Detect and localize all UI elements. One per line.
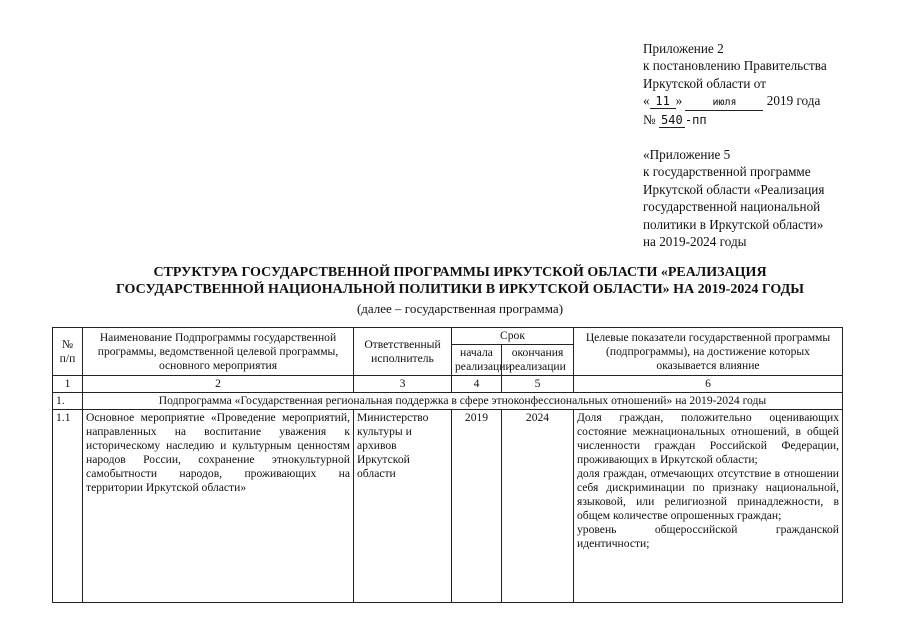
header-indicators: Целевые показатели государственной программы (подпрограммы), на достижение которых оказывается влияние <box>574 328 843 376</box>
header-num: № п/п <box>53 328 83 376</box>
row-executor: Министерство культуры и архивов Иркутской области <box>354 410 452 603</box>
row-end: 2024 <box>502 410 574 603</box>
document-subtitle: (далее – государственная программа) <box>356 301 564 316</box>
day-field: 11 <box>650 94 676 109</box>
appendix-date-line <box>643 92 827 111</box>
number-field: 540 <box>659 113 685 128</box>
appendix5-line: политики в Иркутской области» <box>643 216 824 232</box>
appendix-line: Иркутской области от <box>643 75 766 91</box>
appendix5-line: Иркутской области «Реализация <box>643 181 825 197</box>
header-term: Срок <box>452 328 574 345</box>
row-start: 2019 <box>452 410 502 603</box>
column-number: 3 <box>354 376 452 393</box>
indicator-item: Доля граждан, положительно оценивающих состояние межнациональных отношений, в общей численности граждан Российской Федерации, проживающих в Иркутской области; <box>577 411 839 466</box>
close-quote: » <box>675 93 683 109</box>
number-sign: № <box>643 112 656 128</box>
month-field: июля <box>685 96 763 111</box>
column-number: 5 <box>502 376 574 393</box>
column-number: 6 <box>574 376 843 393</box>
column-number: 2 <box>83 376 354 393</box>
open-quote: « <box>643 93 650 109</box>
appendix-line: Приложение 2 <box>643 41 724 56</box>
number-suffix: -пп <box>684 113 707 128</box>
column-number: 1 <box>53 376 83 393</box>
indicator-item: доля граждан, отмечающих отсутствие в отношении себя дискриминации по признаку национальной, языковой, или религиозной принадлежности, в общем количестве опрошенных граждан; <box>577 467 839 522</box>
appendix5-line: «Приложение 5 <box>643 147 731 162</box>
section-row <box>53 393 843 410</box>
section-num: 1. <box>53 393 83 410</box>
appendix5-line: государственной национальной <box>643 199 821 215</box>
table-row <box>53 410 843 603</box>
header-executor: Ответственный исполнитель <box>354 328 452 376</box>
appendix-2-block <box>643 40 827 130</box>
document-title-line2: ГОСУДАРСТВЕННОЙ НАЦИОНАЛЬНОЙ ПОЛИТИКИ В ИРКУТСКОЙ ОБЛАСТИ» НА 2019-2024 ГОДЫ <box>116 282 804 297</box>
document-title-line1: СТРУКТУРА ГОСУДАРСТВЕННОЙ ПРОГРАММЫ ИРКУТСКОЙ ОБЛАСТИ «РЕАЛИЗАЦИЯ <box>153 265 767 280</box>
row-name: Основное мероприятие «Проведение мероприятий, направленных на воспитание уважения к историческому наследию и культурным ценностям народов России, сохранение этнокультурной самобытности народов, проживающих на территории Иркутской области» <box>83 410 354 603</box>
section-title: Подпрограмма «Государственная региональная поддержка в сфере этноконфессиональных отношений» на 2019-2024 годы <box>83 393 843 410</box>
row-num: 1.1 <box>53 410 83 603</box>
appendix-line: к постановлению Правительства <box>643 58 827 74</box>
appendix5-line: на 2019-2024 годы <box>643 234 747 250</box>
program-structure-table <box>52 327 843 603</box>
row-indicators <box>574 410 843 603</box>
table-header-row <box>53 328 843 345</box>
header-end: окончания реализации <box>502 345 574 376</box>
indicator-item: уровень общероссийской гражданской идентичности; <box>577 523 839 550</box>
year-text: 2019 года <box>766 93 821 109</box>
appendix5-line: к государственной программе <box>643 164 811 180</box>
header-name: Наименование Подпрограммы государственной программы, ведомственной целевой программы, основного мероприятия <box>83 328 354 376</box>
appendix-5-block <box>643 146 824 250</box>
appendix-number-line <box>643 111 827 129</box>
column-number: 4 <box>452 376 502 393</box>
header-start: начала реализации <box>452 345 502 376</box>
column-number-row <box>53 376 843 393</box>
